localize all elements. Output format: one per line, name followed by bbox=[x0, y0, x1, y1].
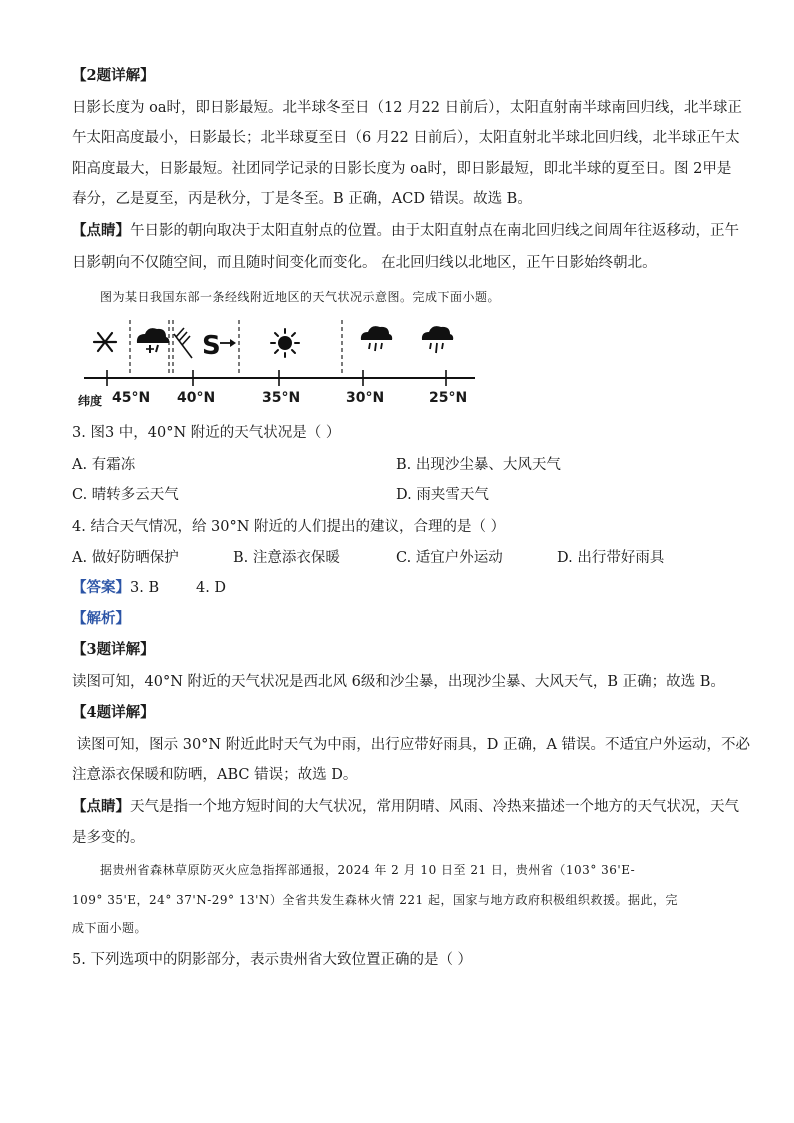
q3-option-c[interactable]: C. 晴转多云天气 bbox=[72, 487, 179, 503]
q2-tip-line-2: 日影朝向不仅随空间，而且随时间变化而变化。 在北回归线以北地区，正午日影始终朝北。 bbox=[72, 255, 657, 271]
q3-detail-text: 读图可知，40°N 附近的天气状况是西北风 6级和沙尘暴，出现沙尘暴、大风天气，B 正确；故选 B。 bbox=[72, 674, 725, 690]
q2-line-2: 午太阳高度最小，日影最长；北半球夏至日（6 月22 日前后），太阳直射北半球北回归线，北半球正午太 bbox=[72, 130, 740, 146]
q2-tip-line-1 bbox=[72, 221, 739, 241]
q4-tip-label: 【点睛】 bbox=[72, 798, 130, 815]
q2-line-3: 阳高度最大，日影最短。社团同学记录的日影长度为 oa时，即日影最短，即北半球的夏至日。图 2甲是 bbox=[72, 161, 732, 177]
wind-icon bbox=[174, 328, 192, 358]
q4-tip-line-1 bbox=[72, 797, 739, 817]
q4-detail-heading: 【4题详解】 bbox=[72, 704, 155, 721]
q4-option-b[interactable]: B. 注意添衣保暖 bbox=[233, 550, 340, 566]
passage-line-3: 成下面小题。 bbox=[72, 921, 148, 935]
q2-tip-text-1: 午日影的朝向取决于太阳直射点的位置。由于太阳直射点在南北回归线之间周年往返移动，正午 bbox=[130, 223, 739, 239]
q4-option-d[interactable]: D. 出行带好雨具 bbox=[557, 550, 665, 566]
zone-separators bbox=[130, 320, 342, 376]
q3-option-b[interactable]: B. 出现沙尘暴、大风天气 bbox=[396, 457, 561, 473]
passage-line-2: 109° 35'E，24° 37'N-29° 13'N）全省共发生森林火情 221 起，国家与地方政府积极组织救援。据此，完 bbox=[72, 893, 678, 907]
sun-icon bbox=[271, 329, 299, 357]
tick-35n: 35°N bbox=[262, 390, 301, 406]
answer-line bbox=[72, 578, 732, 598]
svg-text:S: S bbox=[202, 331, 221, 361]
q4-option-a[interactable]: A. 做好防晒保护 bbox=[72, 550, 179, 566]
sandstorm-icon bbox=[202, 331, 236, 361]
q2-line-4: 春分，乙是夏至，丙是秋分，丁是冬至。B 正确，ACD 错误。故选 B。 bbox=[72, 191, 532, 207]
q5-stem: 5. 下列选项中的阴影部分，表示贵州省大致位置正确的是（ ） bbox=[72, 952, 473, 968]
q3-option-d[interactable]: D. 雨夹雪天气 bbox=[396, 487, 489, 503]
answer-label: 【答案】 bbox=[72, 579, 130, 596]
q4-detail-line-2: 注意添衣保暖和防晒，ABC 错误；故选 D。 bbox=[72, 767, 358, 783]
rain-cloud-icon bbox=[137, 328, 169, 353]
tick-30n: 30°N bbox=[346, 390, 385, 406]
rain-icon bbox=[422, 326, 453, 353]
q4-tip-line-2: 是多变的。 bbox=[72, 830, 145, 846]
tick-25n: 25°N bbox=[429, 390, 468, 406]
q2-heading: 【2题详解】 bbox=[72, 67, 155, 84]
rain-icon bbox=[361, 326, 392, 351]
q4-detail-line-1: 读图可知，图示 30°N 附近此时天气为中雨，出行应带好雨具，D 正确，A 错误。不适宜户外运动，不必 bbox=[72, 737, 751, 753]
axis-label: 纬度 bbox=[78, 394, 103, 408]
figure-caption: 图为某日我国东部一条经线附近地区的天气状况示意图。完成下面小题。 bbox=[100, 290, 501, 304]
passage-line-1: 据贵州省森林草原防灭火应急指挥部通报，2024 年 2 月 10 日至 21 日，贵州省（103° 36'E- bbox=[100, 863, 636, 877]
q4-option-c[interactable]: C. 适宜户外运动 bbox=[396, 550, 503, 566]
snow-icon bbox=[94, 333, 116, 351]
tick-40n: 40°N bbox=[177, 390, 216, 406]
q3-option-a[interactable]: A. 有霜冻 bbox=[72, 457, 136, 473]
q3-detail-heading: 【3题详解】 bbox=[72, 641, 155, 658]
analysis-label: 【解析】 bbox=[72, 610, 130, 627]
weather-figure bbox=[80, 314, 480, 390]
q2-line-1: 日影长度为 oa时，即日影最短。北半球冬至日（12 月22 日前后），太阳直射南半球南回归线，北半球正 bbox=[72, 100, 742, 116]
answer-text: 3. B 4. D bbox=[130, 580, 227, 596]
tick-45n: 45°N bbox=[112, 390, 151, 406]
q2-tip-label: 【点睛】 bbox=[72, 222, 130, 239]
q3-stem: 3. 图3 中，40°N 附近的天气状况是（ ） bbox=[72, 425, 341, 441]
q4-tip-text-1: 天气是指一个地方短时间的大气状况，常用阴晴、风雨、冷热来描述一个地方的天气状况，天气 bbox=[130, 799, 739, 815]
q4-stem: 4. 结合天气情况，给 30°N 附近的人们提出的建议，合理的是（ ） bbox=[72, 519, 506, 535]
